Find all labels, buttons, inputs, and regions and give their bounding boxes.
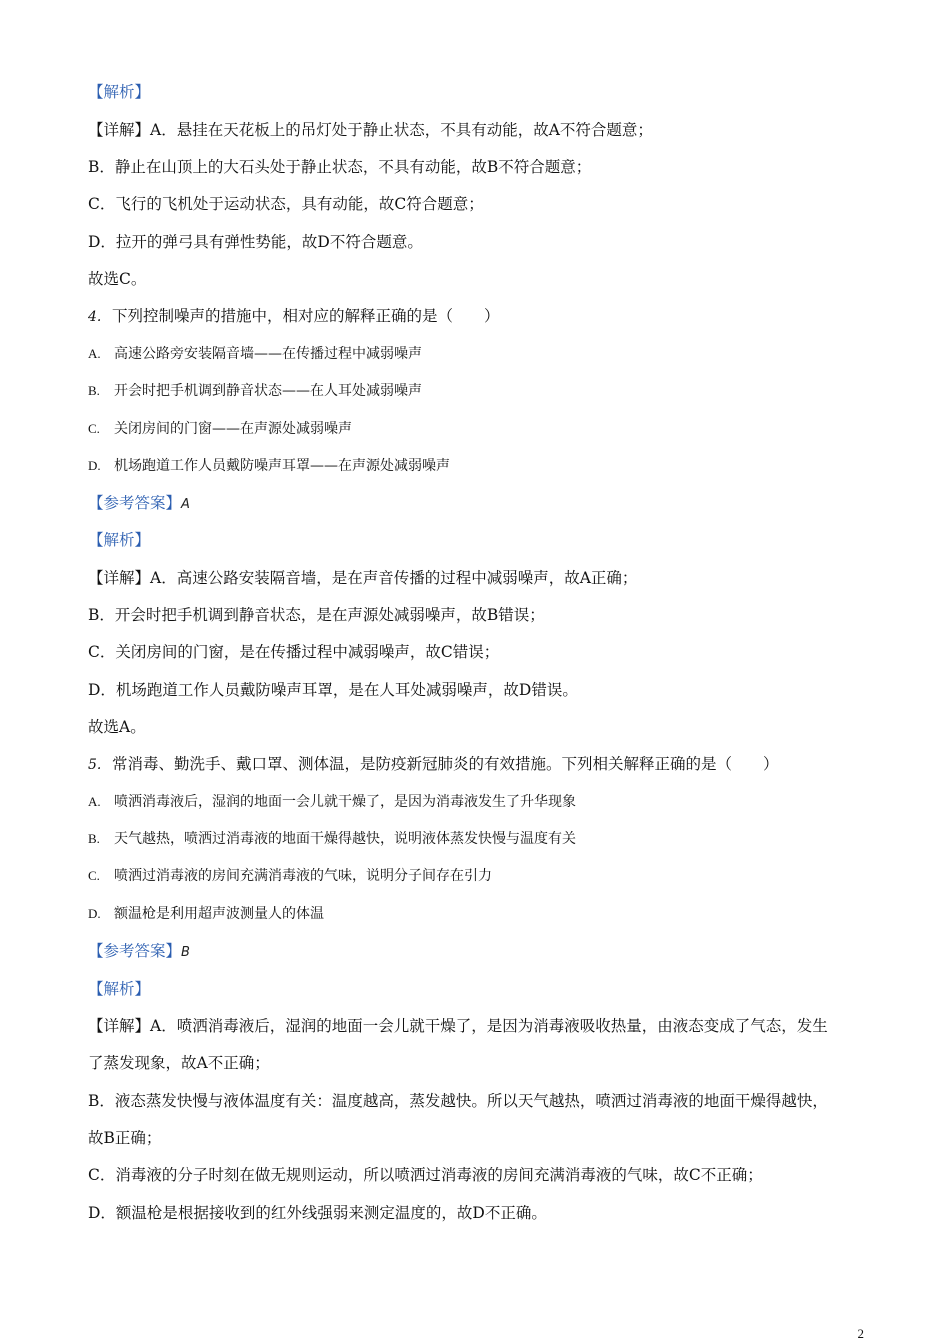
option-a	[88, 792, 870, 812]
option-text: 机场跑道工作人员戴防噪声耳罩——在声源处减弱噪声	[114, 458, 450, 474]
detail-text: A．高速公路安装隔音墙，是在声音传播的过程中减弱噪声，故A正确；	[150, 569, 638, 587]
answer-line	[88, 493, 870, 515]
answer-label: 【参考答案】	[88, 942, 182, 960]
question-stem	[88, 306, 870, 327]
option-text: 关闭房间的门窗——在声源处减弱噪声	[114, 421, 352, 437]
detail-text: A．喷洒消毒液后，湿润的地面一会儿就干燥了，是因为消毒液吸收热量，由液态变成了气态，发生	[150, 1017, 828, 1035]
detail-line	[88, 1016, 870, 1036]
detail-line: D．机场跑道工作人员戴防噪声耳罩，是在人耳处减弱噪声，故D错误。	[88, 681, 578, 699]
answer-line	[88, 941, 870, 963]
detail-label: 【详解】	[88, 1017, 151, 1035]
option-d	[88, 456, 870, 476]
detail-line: B．开会时把手机调到静音状态，是在声源处减弱噪声，故B错误；	[88, 606, 545, 624]
option-letter: C.	[88, 421, 100, 436]
option-text: 喷洒消毒液后，湿润的地面一会儿就干燥了，是因为消毒液发生了升华现象	[114, 794, 576, 810]
option-letter: A.	[88, 794, 101, 809]
option-d	[88, 904, 870, 924]
detail-line: C．飞行的飞机处于运动状态，具有动能，故C符合题意；	[88, 195, 484, 213]
question-number: 4.	[88, 309, 102, 325]
conclusion-line: 故选A。	[88, 718, 146, 736]
option-text: 开会时把手机调到静音状态——在人耳处减弱噪声	[114, 383, 422, 399]
answer-label: 【参考答案】	[88, 494, 182, 512]
option-letter: B.	[88, 383, 100, 398]
detail-line: 故B正确；	[88, 1129, 162, 1147]
option-letter: B.	[88, 831, 100, 846]
option-c	[88, 419, 870, 439]
answer-value: B	[181, 945, 190, 960]
option-letter: C.	[88, 868, 100, 883]
option-letter: A.	[88, 346, 101, 361]
detail-line: B．液态蒸发快慢与液体温度有关：温度越高，蒸发越快。所以天气越热，喷洒过消毒液的地面干燥得越快，	[88, 1092, 828, 1110]
conclusion-line: 故选C。	[88, 270, 147, 288]
analysis-heading: 【解析】	[88, 83, 151, 101]
question-text: 下列控制噪声的措施中，相对应的解释正确的是（ ）	[112, 307, 500, 325]
option-b	[88, 829, 870, 849]
detail-line: B．静止在山顶上的大石头处于静止状态，不具有动能，故B不符合题意；	[88, 158, 592, 176]
page-number: 2	[857, 1326, 864, 1341]
answer-value: A	[181, 497, 190, 512]
option-a	[88, 344, 870, 364]
option-text: 高速公路旁安装隔音墙——在传播过程中减弱噪声	[114, 346, 422, 362]
detail-text: A．悬挂在天花板上的吊灯处于静止状态，不具有动能，故A不符合题意；	[150, 121, 653, 139]
question-number: 5.	[88, 757, 102, 773]
detail-label: 【详解】	[88, 569, 151, 587]
option-c	[88, 866, 870, 886]
option-letter: D.	[88, 906, 101, 921]
detail-label: 【详解】	[88, 121, 151, 139]
detail-line	[88, 568, 870, 588]
analysis-heading: 【解析】	[88, 980, 151, 998]
detail-line: 了蒸发现象，故A不正确；	[88, 1054, 270, 1072]
option-text: 额温枪是利用超声波测量人的体温	[114, 906, 324, 922]
option-text: 天气越热，喷洒过消毒液的地面干燥得越快，说明液体蒸发快慢与温度有关	[114, 831, 576, 847]
detail-line: C．消毒液的分子时刻在做无规则运动，所以喷洒过消毒液的房间充满消毒液的气味，故C不正确；	[88, 1166, 763, 1184]
option-b	[88, 381, 870, 401]
detail-line: D．额温枪是根据接收到的红外线强弱来测定温度的，故D不正确。	[88, 1204, 547, 1222]
detail-line: D．拉开的弹弓具有弹性势能，故D不符合题意。	[88, 233, 423, 251]
question-text: 常消毒、勤洗手、戴口罩、测体温，是防疫新冠肺炎的有效措施。下列相关解释正确的是（ ）	[112, 755, 779, 773]
detail-line: C．关闭房间的门窗，是在传播过程中减弱噪声，故C错误；	[88, 643, 500, 661]
analysis-heading: 【解析】	[88, 531, 151, 549]
option-letter: D.	[88, 458, 101, 473]
question-stem	[88, 754, 870, 775]
detail-line	[88, 120, 870, 140]
option-text: 喷洒过消毒液的房间充满消毒液的气味，说明分子间存在引力	[114, 868, 492, 884]
